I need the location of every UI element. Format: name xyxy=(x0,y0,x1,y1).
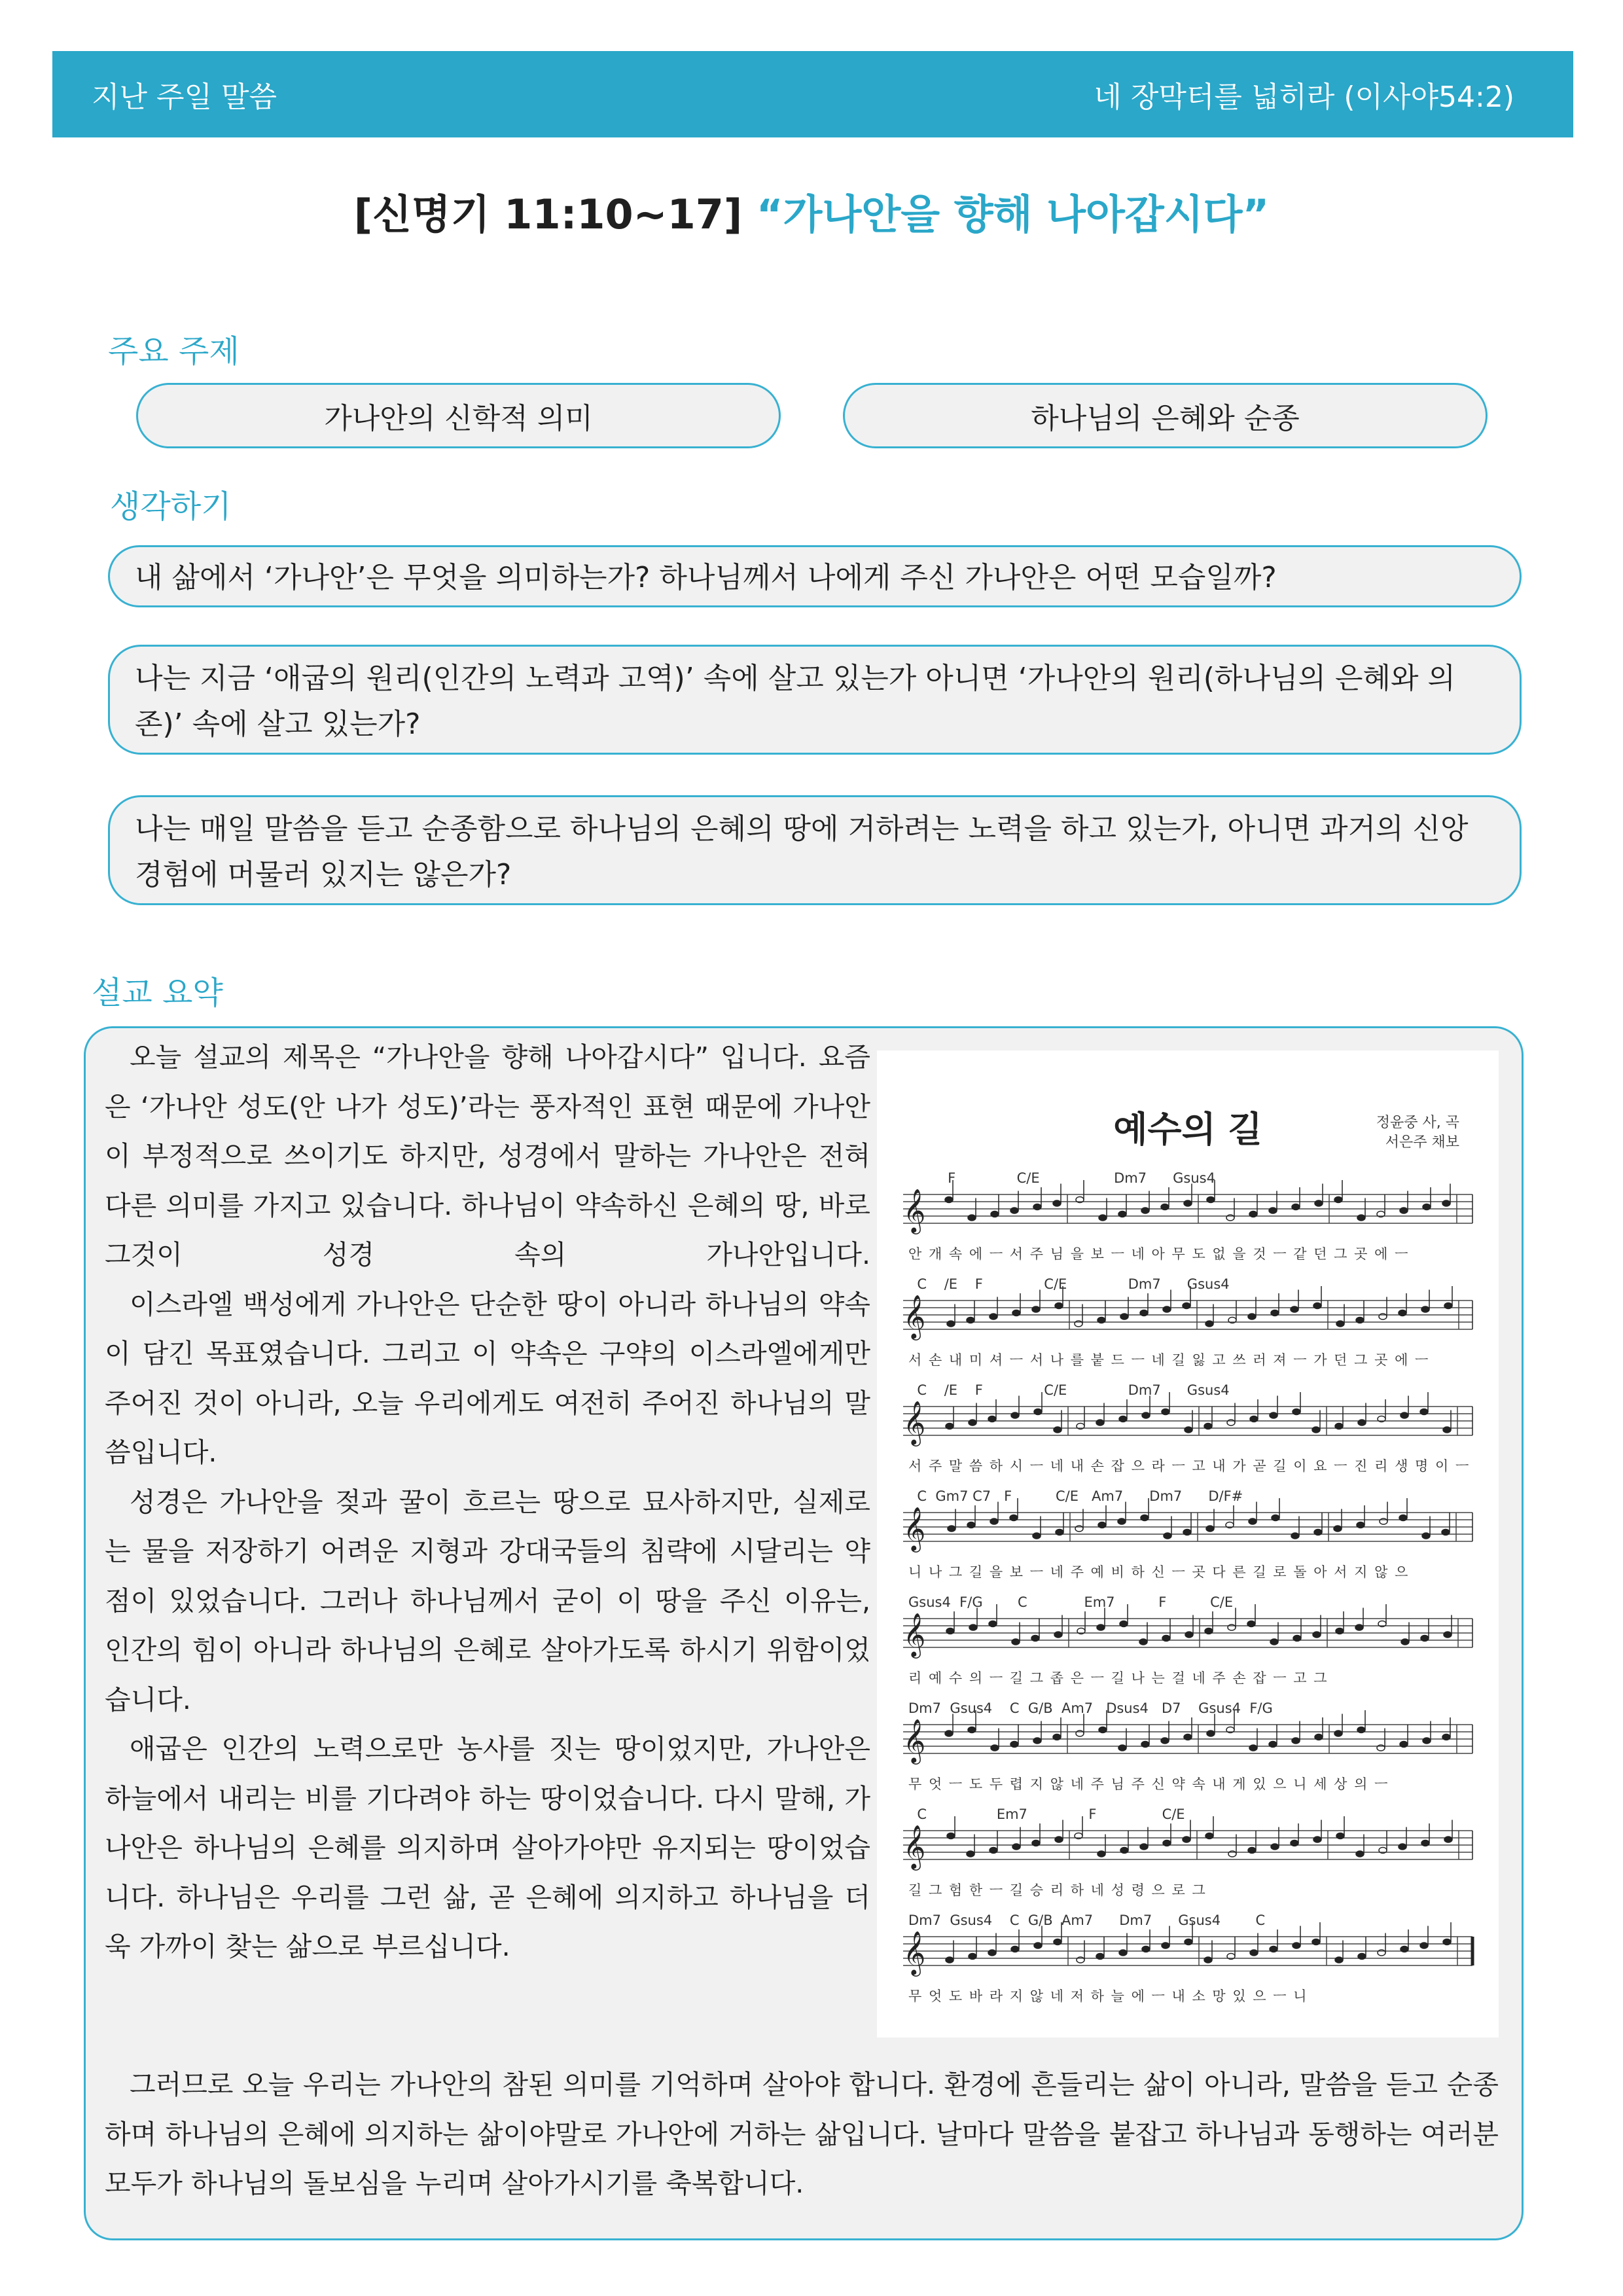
note-head xyxy=(1250,1950,1258,1956)
note-head xyxy=(1314,1530,1322,1535)
sermon-body xyxy=(105,1033,870,1972)
note-head xyxy=(1401,1639,1409,1645)
note-head xyxy=(1120,1621,1128,1627)
staff-system xyxy=(903,1498,1472,1552)
note-head xyxy=(988,1416,996,1422)
note-head xyxy=(1032,1840,1040,1846)
note-head xyxy=(947,1833,955,1839)
staff-system xyxy=(903,1180,1472,1234)
note-head xyxy=(1272,1515,1279,1521)
note-head xyxy=(1442,1200,1450,1206)
theme-pill-2: 하나님의 은혜와 순종 xyxy=(843,383,1488,448)
note-head xyxy=(1400,1412,1408,1418)
note-head xyxy=(1010,1742,1018,1748)
reflect-question-2: 나는 지금 ‘애굽의 원리(인간의 노력과 고역)’ 속에 살고 있는가 아니면 ‘가나안의 원리(하나님의 은혜와 의존)’ 속에 살고 있는가? xyxy=(108,645,1522,755)
score-credit-author: 정윤중 사, 곡 xyxy=(1376,1115,1459,1131)
note-head xyxy=(1271,1844,1279,1850)
note-head xyxy=(1204,1957,1212,1963)
note-head xyxy=(1313,1837,1321,1842)
note-head xyxy=(1420,1409,1428,1415)
note-head xyxy=(1142,1946,1150,1952)
note-head xyxy=(1118,1518,1126,1524)
note-head xyxy=(1312,1939,1320,1945)
note-head xyxy=(969,1420,976,1426)
note-head xyxy=(991,1211,999,1217)
note-head xyxy=(1098,1522,1106,1528)
sermon-closing xyxy=(105,2060,1499,2209)
note-head xyxy=(1054,1632,1062,1638)
treble-clef-icon: 𝄞 xyxy=(903,1506,926,1551)
note-head xyxy=(1400,1946,1408,1952)
note-head xyxy=(1313,1632,1321,1638)
score-lyric-2: 서 손 내 미 셔 ㅡ 서 나 를 붙 드 ㅡ 네 길 잃 고 쓰 러 져 ㅡ 가 던 그 곳 에 ㅡ xyxy=(908,1352,1430,1368)
note-head xyxy=(988,1950,996,1956)
note-head xyxy=(1356,1851,1364,1857)
note-head xyxy=(1184,1734,1192,1740)
note-head xyxy=(1034,1409,1042,1415)
note-head xyxy=(1161,1204,1169,1210)
note-head xyxy=(1400,1742,1408,1748)
page-title xyxy=(0,182,1623,240)
note-head xyxy=(1293,1409,1300,1415)
note-head xyxy=(1312,1427,1320,1433)
note-head xyxy=(1247,1621,1255,1627)
note-head xyxy=(1163,1840,1171,1846)
note-head xyxy=(1139,1639,1147,1645)
note-head xyxy=(1162,1636,1170,1641)
note-head xyxy=(1053,1734,1061,1740)
treble-clef-icon: 𝄞 xyxy=(903,1612,926,1657)
note-head xyxy=(1423,1738,1431,1744)
note-head xyxy=(1185,1632,1193,1638)
note-head xyxy=(1207,1197,1215,1203)
note-head xyxy=(1185,1939,1192,1945)
note-head xyxy=(1119,1950,1127,1956)
note-head xyxy=(1206,1526,1214,1532)
note-head xyxy=(989,1621,997,1627)
sermon-closing-paragraph: 그러므로 오늘 우리는 가나안의 참된 의미를 기억하며 살아야 합니다. 환경에 흔들리는 삶이 아니라, 말씀을 듣고 순종하며 하나님의 은혜에 의지하는 삶이야말로 가나안에 거하는 삶입니다. 날마다 말씀을 붙잡고 하나님과 동행하는 여러분 모두가 하나님의 돌보심을 누리며 살아가시기를 축복합니다. xyxy=(105,2069,1499,2199)
note-head xyxy=(1423,1204,1431,1210)
note-head xyxy=(1250,1416,1258,1422)
note-head xyxy=(1011,1946,1019,1952)
note-head xyxy=(1012,1639,1020,1645)
note-head xyxy=(948,1526,955,1532)
note-head xyxy=(1140,1310,1148,1316)
note-head xyxy=(1055,1837,1063,1842)
note-head xyxy=(1141,1208,1149,1213)
note-head xyxy=(1099,1215,1107,1221)
note-head xyxy=(1358,1954,1366,1960)
score-lyric-1: 안 개 속 에 ㅡ 서 주 님 을 보 ㅡ 네 아 무 도 없 을 것 ㅡ 같 던 그 곳 에 ㅡ xyxy=(908,1246,1410,1262)
note-head xyxy=(1271,1310,1279,1316)
header-right: 네 장막터를 넓히라 (이사야54:2) xyxy=(1094,81,1514,114)
note-head xyxy=(1053,1200,1061,1206)
note-head xyxy=(1442,1530,1450,1535)
sermon-paragraph-3: 성경은 가나안을 젖과 꿀이 흐르는 땅으로 묘사하지만, 실제로는 물을 저장하기 어려운 지형과 강대국들의 침략에 시달리는 약점이 있었습니다. 그러나 하나님께서 굳이 이 땅을 주신 이유는, 인간의 힘이 아니라 하나님의 은혜로 살아가도록 하시기 위함이었습니다. xyxy=(105,1486,870,1715)
note-head xyxy=(1207,1731,1215,1736)
note-head xyxy=(1248,1848,1256,1854)
note-head xyxy=(1334,1197,1342,1203)
note-head xyxy=(946,1957,954,1963)
note-head xyxy=(1056,1530,1063,1535)
note-head xyxy=(1183,1303,1190,1309)
note-head xyxy=(1356,1318,1364,1323)
note-head xyxy=(1097,1318,1105,1323)
note-head xyxy=(1120,1314,1128,1319)
sheet-music xyxy=(877,1050,1499,2037)
treble-clef-icon: 𝄞 xyxy=(903,1718,926,1763)
title-ref: [신명기 11:10~17] xyxy=(353,190,743,238)
sermon-paragraph-1: 오늘 설교의 제목은 “가나안을 향해 나아갑시다” 입니다. 요즘은 ‘가나안 성도(안 나가 성도)’라는 풍자적인 표현 때문에 가나안이 부정적으로 쓰이기도 하지만, 성경에서 말하는 가나안은 전혀 다른 의미를 가지고 있습니다. 하나님이 약속하신 은혜의 땅, 바로 그것이 성경 속의 가나안입니다. xyxy=(105,1041,870,1270)
note-head xyxy=(1140,1844,1148,1850)
note-head xyxy=(1118,1211,1126,1217)
staff-system xyxy=(903,1710,1472,1765)
score-lyric-3: 서 주 말 씀 하 시 ㅡ 네 내 손 잡 으 라 ㅡ 고 내 가 곧 길 이 요 ㅡ 진 리 생 명 이 ㅡ xyxy=(908,1458,1471,1474)
note-head xyxy=(1444,1303,1452,1309)
note-head xyxy=(945,1731,953,1736)
note-head xyxy=(1012,1310,1020,1316)
note-head xyxy=(967,1851,974,1857)
note-head xyxy=(1032,1306,1040,1312)
note-head xyxy=(1141,1742,1149,1748)
note-head xyxy=(1422,1533,1430,1539)
note-head xyxy=(1334,1526,1342,1532)
note-head xyxy=(1315,1734,1323,1740)
staff-system xyxy=(903,1816,1472,1871)
note-head xyxy=(1164,1533,1171,1539)
note-head xyxy=(1249,1745,1257,1751)
note-head xyxy=(1399,1515,1407,1521)
note-head xyxy=(1183,1530,1191,1535)
score-lyric-7: 길 그 험 한 ㅡ 길 승 리 하 네 성 령 으 로 그 xyxy=(908,1882,1207,1898)
note-head xyxy=(1011,1412,1019,1418)
note-head xyxy=(967,1318,974,1323)
note-head xyxy=(1185,1427,1192,1433)
note-head xyxy=(1249,1518,1257,1524)
note-head xyxy=(1293,1943,1300,1948)
note-head xyxy=(1444,1837,1452,1842)
note-head xyxy=(1291,1306,1298,1312)
treble-clef-icon: 𝄞 xyxy=(903,1188,926,1232)
note-head xyxy=(1420,1943,1428,1948)
note-head xyxy=(1421,1636,1429,1641)
note-head xyxy=(968,1215,976,1221)
note-head xyxy=(1248,1314,1256,1319)
note-head xyxy=(1421,1840,1429,1846)
reflect-question-1: 내 삶에서 ‘가나안’은 무엇을 의미하는가? 하나님께서 나에게 주신 가나안은 어떤 모습일까? xyxy=(108,545,1522,607)
note-head xyxy=(1336,1321,1344,1327)
note-head xyxy=(1334,1731,1342,1736)
note-head xyxy=(1357,1727,1365,1733)
score-lyric-4: 니 나 그 길 을 보 ㅡ 네 주 예 비 하 신 ㅡ 곳 다 른 길 로 돌 아 서 지 않 으 xyxy=(908,1564,1410,1580)
score-chords-8: Dm7 Gsus4 C G/B Am7 Dm7 Gsus4 C xyxy=(908,1912,1266,1928)
note-head xyxy=(1444,1632,1452,1638)
note-head xyxy=(1357,1215,1365,1221)
note-head xyxy=(1357,1522,1364,1528)
note-head xyxy=(1184,1200,1192,1206)
note-head xyxy=(1355,1624,1363,1630)
score-credit-transcriber: 서은주 채보 xyxy=(1385,1134,1459,1151)
note-head xyxy=(1205,1833,1213,1839)
score-credit xyxy=(1376,1113,1459,1153)
reflect-question-3: 나는 매일 말씀을 듣고 순종함으로 하나님의 은혜의 땅에 거하려는 노력을 하고 있는가, 아니면 과거의 신앙 경험에 머물러 있지는 않은가? xyxy=(108,795,1522,905)
staff-system xyxy=(903,1922,1472,1977)
note-head xyxy=(1205,1628,1213,1634)
score-chords-6: Dm7 Gsus4 C G/B Am7 Dsus4 D7 Gsus4 F/G xyxy=(908,1700,1273,1716)
note-head xyxy=(1142,1412,1150,1418)
note-head xyxy=(945,1197,953,1203)
staff-system xyxy=(903,1604,1472,1659)
note-head xyxy=(967,1522,975,1528)
note-head xyxy=(1270,1412,1277,1418)
treble-clef-icon: 𝄞 xyxy=(903,1824,926,1869)
note-head xyxy=(1442,1734,1450,1740)
score-lyric-6: 무 엇 ㅡ 도 두 렵 지 않 네 주 님 주 신 약 속 내 게 있 으 니 세 상 의 ㅡ xyxy=(908,1776,1389,1792)
note-head xyxy=(1097,1624,1105,1630)
note-head xyxy=(1335,1957,1343,1963)
note-head xyxy=(1336,1833,1344,1839)
score-chords-7: C Em7 F C/E xyxy=(908,1806,1185,1822)
note-head xyxy=(990,1518,998,1524)
note-head xyxy=(991,1745,999,1751)
score-title: 예수의 길 xyxy=(1113,1109,1262,1150)
note-head xyxy=(1292,1204,1300,1210)
note-head xyxy=(990,1314,997,1319)
note-head xyxy=(1162,1943,1169,1948)
score-lyric-8: 무 엇 도 바 라 지 않 네 저 하 늘 에 ㅡ 내 소 망 있 으 ㅡ 니 xyxy=(908,1988,1308,2004)
note-head xyxy=(1269,1742,1277,1748)
note-head xyxy=(1313,1303,1321,1309)
note-head xyxy=(1010,1515,1018,1521)
note-head xyxy=(1054,1427,1061,1433)
note-head xyxy=(1031,1636,1039,1641)
title-quote: “가나안을 향해 나아갑시다” xyxy=(756,190,1270,238)
note-head xyxy=(1291,1533,1299,1539)
note-head xyxy=(1034,1943,1042,1948)
note-head xyxy=(1183,1837,1190,1842)
score-chords-3: C /E F C/E Dm7 Gsus4 xyxy=(908,1382,1230,1398)
score-chords-2: C /E F C/E Dm7 Gsus4 xyxy=(908,1276,1230,1292)
score-lyric-5: 리 예 수 의 ㅡ 길 그 좁 은 ㅡ 길 나 는 걸 네 주 손 잡 ㅡ 고 그 xyxy=(908,1670,1329,1686)
note-head xyxy=(1161,1738,1169,1744)
note-head xyxy=(1204,1424,1212,1429)
header-left: 지난 주일 말씀 xyxy=(92,81,277,114)
note-head xyxy=(1399,1310,1406,1316)
treble-clef-icon: 𝄞 xyxy=(903,1930,926,1975)
note-head xyxy=(1033,1533,1041,1539)
note-head xyxy=(1119,1416,1127,1422)
note-head xyxy=(1249,1211,1257,1217)
sermon-paragraph-2: 이스라엘 백성에게 가나안은 단순한 땅이 아니라 하나님의 약속이 담긴 목표였습니다. 그리고 이 약속은 구약의 이스라엘에게만 주어진 것이 아니라, 오늘 우리에게도 여전히 주어진 하나님의 말씀입니다. xyxy=(105,1288,870,1468)
note-head xyxy=(947,1321,955,1327)
note-head xyxy=(990,1848,997,1854)
sermon-paragraph-4: 애굽은 인간의 노력으로만 농사를 짓는 땅이었지만, 가나안은 하늘에서 내리는 비를 기다려야 하는 땅이었습니다. 다시 말해, 가나안은 하나님의 은혜를 의지하며 살아가야만 유지되는 땅이었습니다. 하나님은 우리를 그런 삶, 곧 은혜에 의지하고 하나님을 더욱 가까이 찾는 삶으로 부르십니다. xyxy=(105,1733,870,1962)
note-head xyxy=(1141,1515,1149,1521)
note-head xyxy=(968,1727,976,1733)
note-head xyxy=(969,1624,977,1630)
note-head xyxy=(1033,1738,1041,1744)
staff-system xyxy=(903,1392,1472,1446)
note-head xyxy=(1421,1306,1429,1312)
note-head xyxy=(1335,1424,1343,1429)
note-head xyxy=(1270,1946,1277,1952)
note-head xyxy=(1096,1420,1104,1426)
note-head xyxy=(1096,1954,1104,1960)
note-head xyxy=(1012,1844,1020,1850)
note-head xyxy=(1163,1306,1171,1312)
note-head xyxy=(1269,1208,1277,1213)
staff-system xyxy=(903,1286,1472,1340)
note-head xyxy=(1055,1303,1063,1309)
note-head xyxy=(1443,1939,1451,1945)
score-chords-4: C Gm7 C7 F C/E Am7 Dm7 D/F# xyxy=(908,1488,1243,1504)
sermon-label: 설교 요약 xyxy=(92,975,223,1011)
note-head xyxy=(1099,1727,1107,1733)
note-head xyxy=(1120,1848,1128,1854)
reflect-label: 생각하기 xyxy=(110,488,232,525)
treble-clef-icon: 𝄞 xyxy=(903,1294,926,1338)
note-head xyxy=(1054,1939,1061,1945)
treble-clef-icon: 𝄞 xyxy=(903,1400,926,1444)
note-head xyxy=(1400,1208,1408,1213)
themes-label: 주요 주제 xyxy=(108,333,240,370)
note-head xyxy=(1270,1639,1278,1645)
note-head xyxy=(969,1954,976,1960)
note-head xyxy=(1292,1738,1300,1744)
note-head xyxy=(1033,1204,1041,1210)
note-head xyxy=(1358,1420,1366,1426)
score-chords-5: Gsus4 F/G C Em7 F C/E xyxy=(908,1594,1234,1610)
note-head xyxy=(1097,1851,1105,1857)
note-head xyxy=(1315,1200,1323,1206)
note-head xyxy=(1291,1840,1298,1846)
note-head xyxy=(1010,1208,1018,1213)
score-chords-1: F C/E Dm7 Gsus4 xyxy=(908,1170,1215,1186)
note-head xyxy=(1399,1844,1406,1850)
theme-pill-1: 가나안의 신학적 의미 xyxy=(136,383,781,448)
header-bar xyxy=(52,51,1573,137)
note-head xyxy=(946,1424,954,1429)
note-head xyxy=(1293,1636,1301,1641)
note-head xyxy=(1336,1628,1344,1634)
note-head xyxy=(1162,1409,1169,1415)
note-head xyxy=(1205,1321,1213,1327)
note-head xyxy=(1443,1427,1451,1433)
note-head xyxy=(946,1628,954,1634)
note-head xyxy=(1118,1745,1126,1751)
